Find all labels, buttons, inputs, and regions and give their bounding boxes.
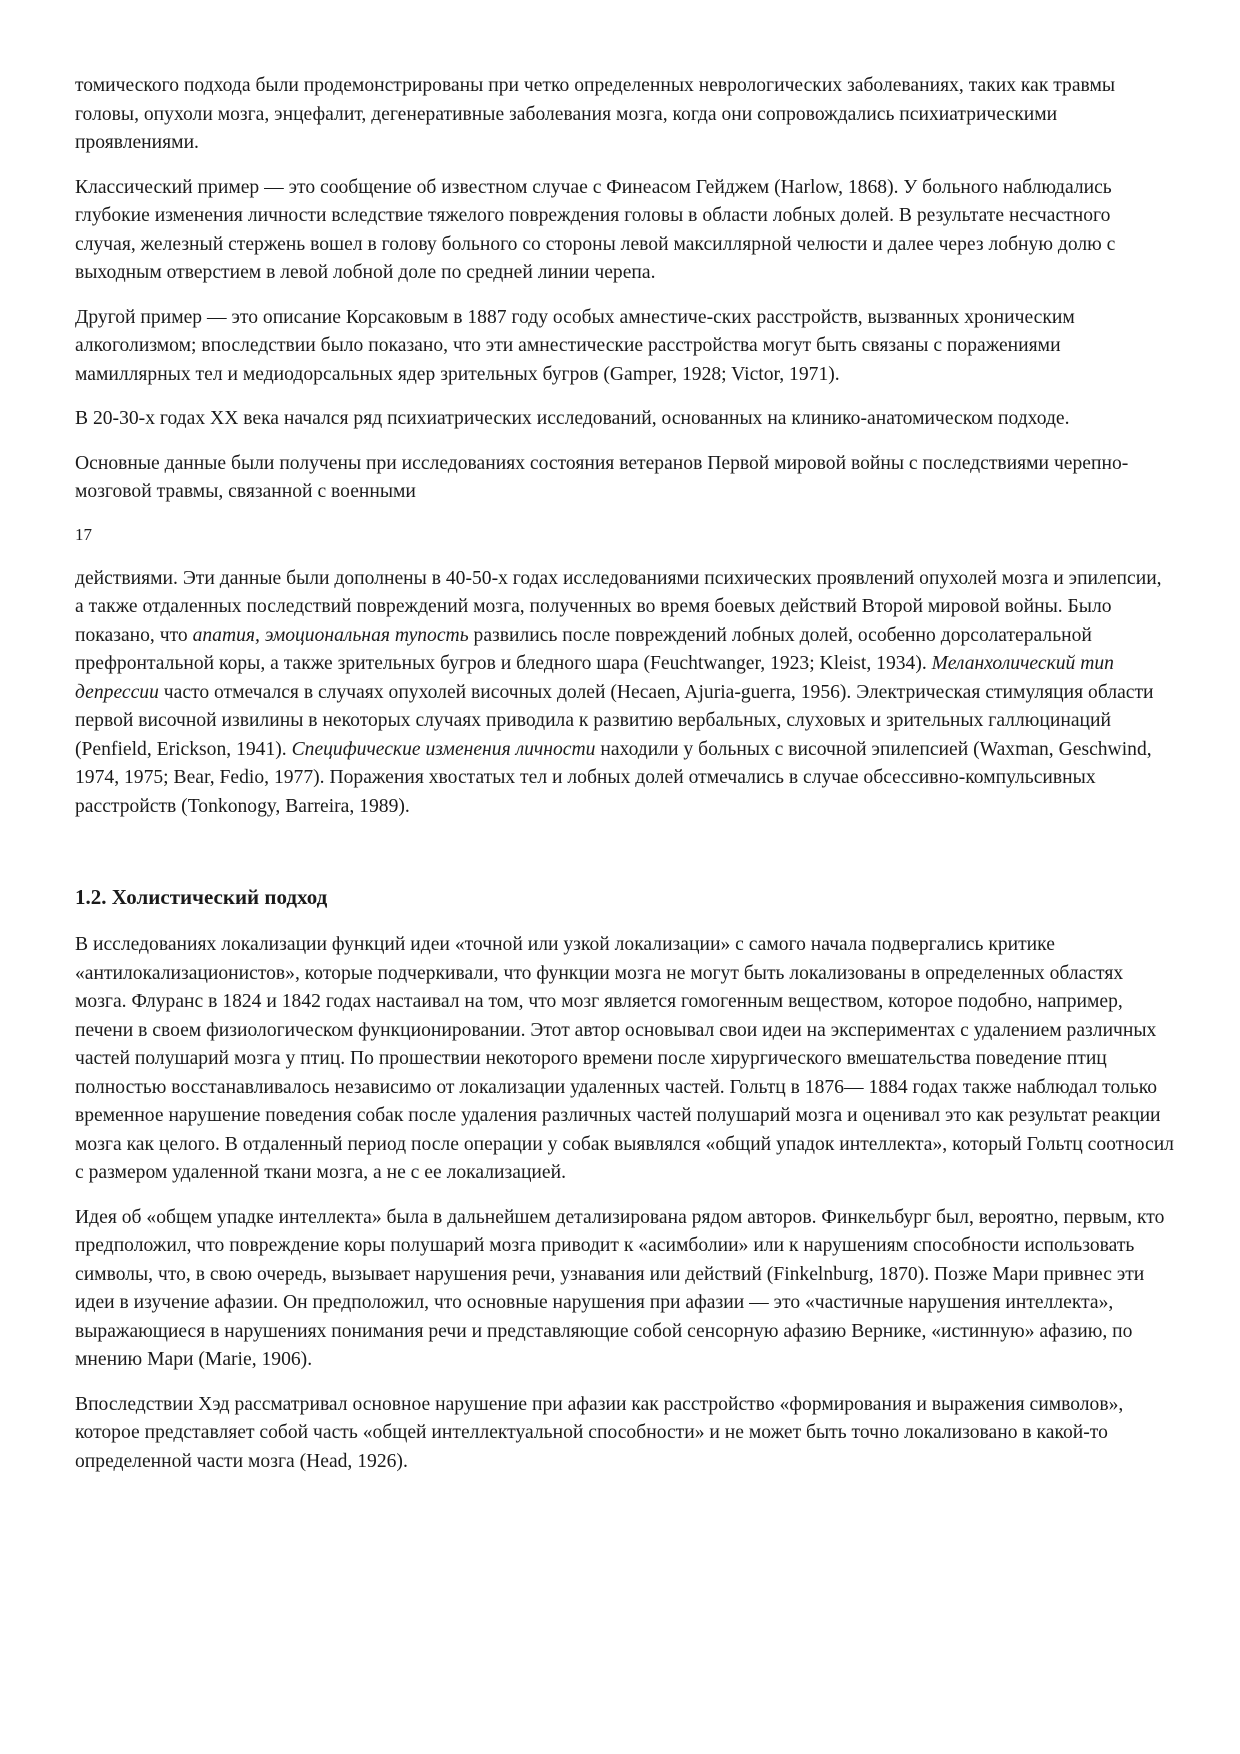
emphasis-apathy: апатия, эмоциональная тупость: [192, 624, 469, 646]
paragraph-6-text-b: развились после повреждений лобных долей, особенно дорсолатеральной префронтальной коры, а также зрительных бугров и бледного шара (Feuchtwanger, 1923; Kleist, 1934).: [75, 624, 1092, 674]
document-page: [75, 72, 1175, 1492]
paragraph-3: Другой пример — это описание Корсаковым в 1887 году особых амнестиче-ских расстройств, вызванных хроническим алкоголизмом; впоследствии было показано, что эти амнестические расстройства могут быть связаны с поражениями мамиллярных тел и медиодорсальных ядер зрительных бугров (Gamper, 1928; Victor, 1971).: [75, 306, 1075, 385]
paragraph-6-text-d: находили у больных с височной эпилепсией (Waxman, Geschwind, 1974, 1975; Bear, Fedio, 1977). Поражения хвостатых тел и лобных долей отмечались в случае обсессивно-компульсивных расстройств (Tonkonogy, Barreira, 1989).: [75, 738, 1152, 817]
paragraph-6-text-c: часто отмечался в случаях опухолей височных долей (Hecaen, Ajuria-guerra, 1956). Электрическая стимуляция области первой височной извилины в некоторых случаях приводила к развитию вербальных, слуховых и зрительных галлюцинаций (Penfield, Erickson, 1941).: [75, 681, 1154, 760]
paragraph-1: томического подхода были продемонстрированы при четко определенных неврологических заболеваниях, таких как травмы головы, опухоли мозга, энцефалит, дегенеративные заболевания мозга, когда они сопровождались психиатрическими проявлениями.: [75, 75, 1116, 153]
paragraph-9: Впоследствии Хэд рассматривал основное нарушение при афазии как расстройство «формирования и выражения символов», которое представляет собой часть «общей интеллектуальной способности» и не может быть точно локализовано в какой-то определенной части мозга (Head, 1926).: [75, 1393, 1124, 1472]
emphasis-depression: Меланхолический тип депрессии: [75, 653, 1114, 703]
paragraph-7: В исследованиях локализации функций идеи «точной или узкой локализации» с самого начала подвергались критике «антилокализационистов», которые подчеркивали, что функции мозга не могут быть локализованы в определенных областях мозга. Флуранс в 1824 и 1842 годах настаивал на том, что мозг является гомогенным веществом, которое подобно, например, печени в своем физиологическом функционировании. Этот автор основывал свои идеи на экспериментах с удалением различных частей полушарий мозга у птиц. По прошествии некоторого времени после хирургического вмешательства поведение птиц полностью восстанавливалось независимо от локализации удаленных частей. Гольтц в 1876— 1884 годах также наблюдал только временное нарушение поведения собак после удаления различных частей полушарий мозга и оценивал это как результат реакции мозга как целого. В отдаленный период после операции у собак выявлялся «общий упадок интеллекта», который Гольтц соотносил с размером удаленной ткани мозга, а не с ее локализацией.: [75, 934, 1174, 1183]
paragraph-2: Классический пример — это сообщение об известном случае с Финеасом Гейджем (Harlow, 1868). У больного наблюдались глубокие изменения личности вследствие тяжелого повреждения головы в области лобных долей. В результате несчастного случая, железный стержень вошел в голову больного со стороны левой максиллярной челюсти и далее через лобную долю с выходным отверстием в левой лобной доле по средней линии черепа.: [75, 176, 1116, 283]
paragraph-8: Идея об «общем упадке интеллекта» была в дальнейшем детализирована рядом авторов. Финкельбург был, вероятно, первым, кто предположил, что повреждение коры полушарий мозга приводит к «асимболии» или к нарушениям способности использовать символы, что, в свою очередь, вызывает нарушения речи, узнавания или действий (Finkelnburg, 1870). Позже Мари привнес эти идеи в изучение афазии. Он предположил, что основные нарушения при афазии — это «частичные нарушения интеллекта», выражающиеся в нарушениях понимания речи и представляющие собой сенсорную афазию Вернике, «истинную» афазию, по мнению Мари (Marie, 1906).: [75, 1206, 1165, 1370]
paragraph-5: Основные данные были получены при исследованиях состояния ветеранов Первой мировой войны с последствиями черепно-мозговой травмы, связанной с военными: [75, 452, 1129, 502]
paragraph-4: В 20-30-х годах XX века начался ряд психиатрических исследований, основанных на клинико-анатомическом подходе.: [75, 408, 1070, 429]
paragraph-6: [75, 565, 1175, 822]
page-number: 17: [75, 524, 92, 544]
paragraph-6-text-a: действиями. Эти данные были дополнены в 40-50-х годах исследованиями психических проявлений опухолей мозга и эпилепсии, а также отдаленных последствий повреждений мозга, полученных во время боевых действий Второй мировой войны. Было показано, что: [75, 567, 1162, 646]
section-heading: 1.2. Холистический подход: [75, 885, 328, 909]
emphasis-personality: Специфические изменения личности: [291, 738, 596, 760]
